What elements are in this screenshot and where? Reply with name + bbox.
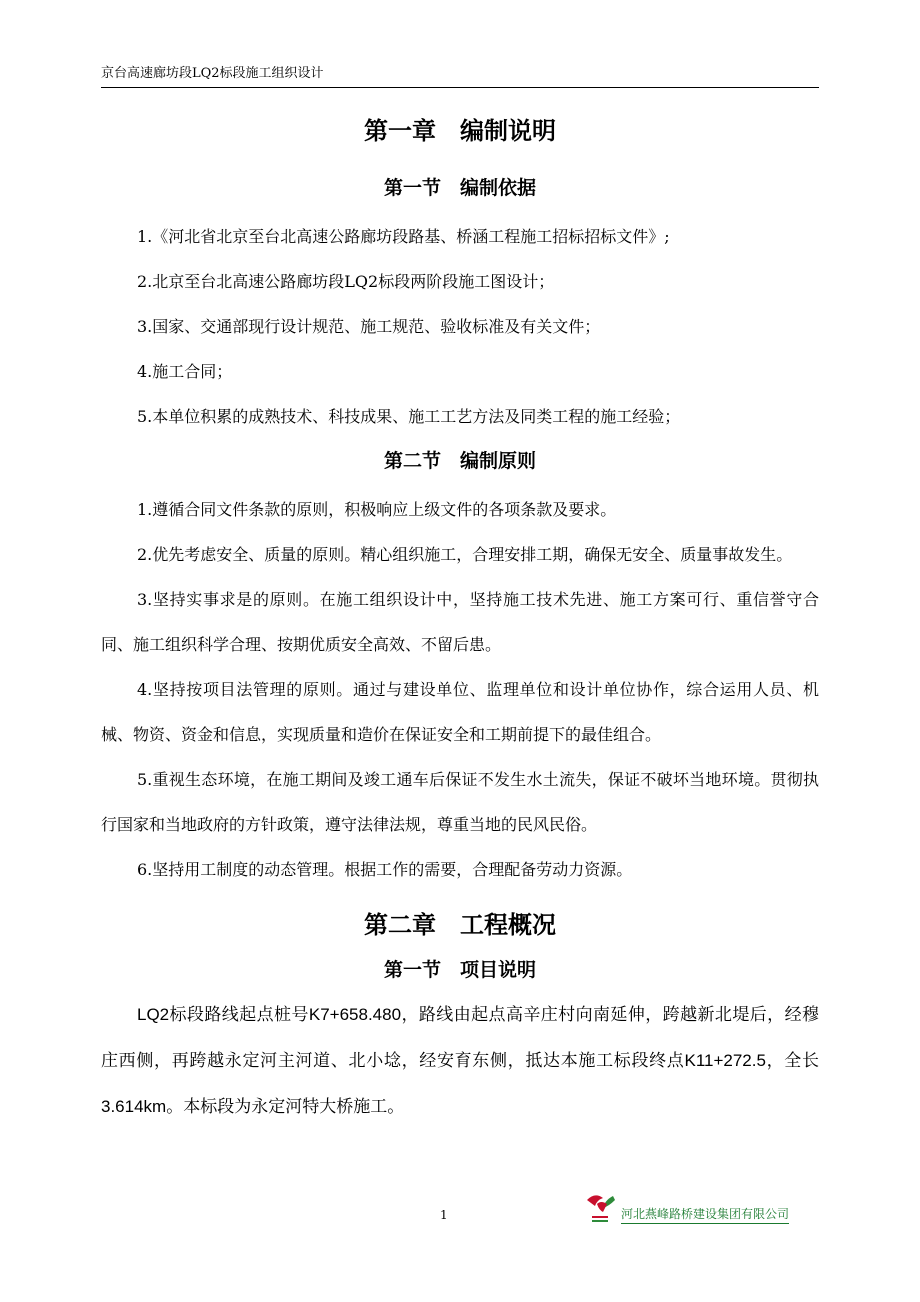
basis-item: 1.《河北省北京至台北高速公路廊坊段路基、桥涵工程施工招标招标文件》; [137,227,670,246]
principle-item: 5.重视生态环境，在施工期间及竣工通车后保证不发生水土流失，保证不破坏当地环境。贯彻执行国家和当地政府的方针政策，遵守法律法规，尊重当地的民风民俗。 [101,770,819,834]
principles-list [101,487,819,892]
section-1-1-title: 第一节 编制依据 [383,177,536,199]
chapter-2-title: 第二章 工程概况 [364,911,556,939]
page-header [101,64,819,88]
project-description: LQ2标段路线起点桩号K7+658.480，路线由起点高辛庄村向南延伸，跨越新北堤后，经穆庄西侧，再跨越永定河主河道、北小埝，经安育东侧，抵达本施工标段终点K11+272.5，全长3.614km。本标段为永定河特大桥施工。 [101,1005,819,1116]
principle-item: 3.坚持实事求是的原则。在施工组织设计中，坚持施工技术先进、施工方案可行、重信誉守合同、施工组织科学合理、按期优质安全高效、不留后患。 [101,590,819,654]
principle-item: 4.坚持按项目法管理的原则。通过与建设单位、监理单位和设计单位协作，综合运用人员、机械、物资、资金和信息，实现质量和造价在保证安全和工期前提下的最佳组合。 [101,680,819,744]
header-title: 京台高速廊坊段LQ2标段施工组织设计 [101,66,324,81]
principle-item: 1.遵循合同文件条款的原则，积极响应上级文件的各项条款及要求。 [137,500,617,519]
basis-item: 2.北京至台北高速公路廊坊段LQ2标段两阶段施工图设计； [137,272,555,291]
basis-item: 3.国家、交通部现行设计规范、施工规范、验收标准及有关文件； [137,317,601,336]
company-name: 河北燕峰路桥建设集团有限公司 [621,1206,789,1224]
section-1-2-title: 第二节 编制原则 [383,450,536,472]
basis-item: 4.施工合同； [137,362,233,381]
basis-item: 5.本单位积累的成熟技术、科技成果、施工工艺方法及同类工程的施工经验； [137,407,681,426]
principle-item: 6.坚持用工制度的动态管理。根据工作的需要，合理配备劳动力资源。 [137,860,633,879]
company-logo-icon [583,1190,617,1224]
document-body [101,108,819,1130]
footer-company [583,1190,789,1224]
principle-item: 2.优先考虑安全、质量的原则。精心组织施工，合理安排工期，确保无安全、质量事故发生。 [137,545,793,564]
chapter-1-title: 第一章 编制说明 [364,117,556,145]
section-2-1-title: 第一节 项目说明 [383,959,536,981]
basis-list [101,214,819,439]
page-number: 1 [440,1208,448,1222]
